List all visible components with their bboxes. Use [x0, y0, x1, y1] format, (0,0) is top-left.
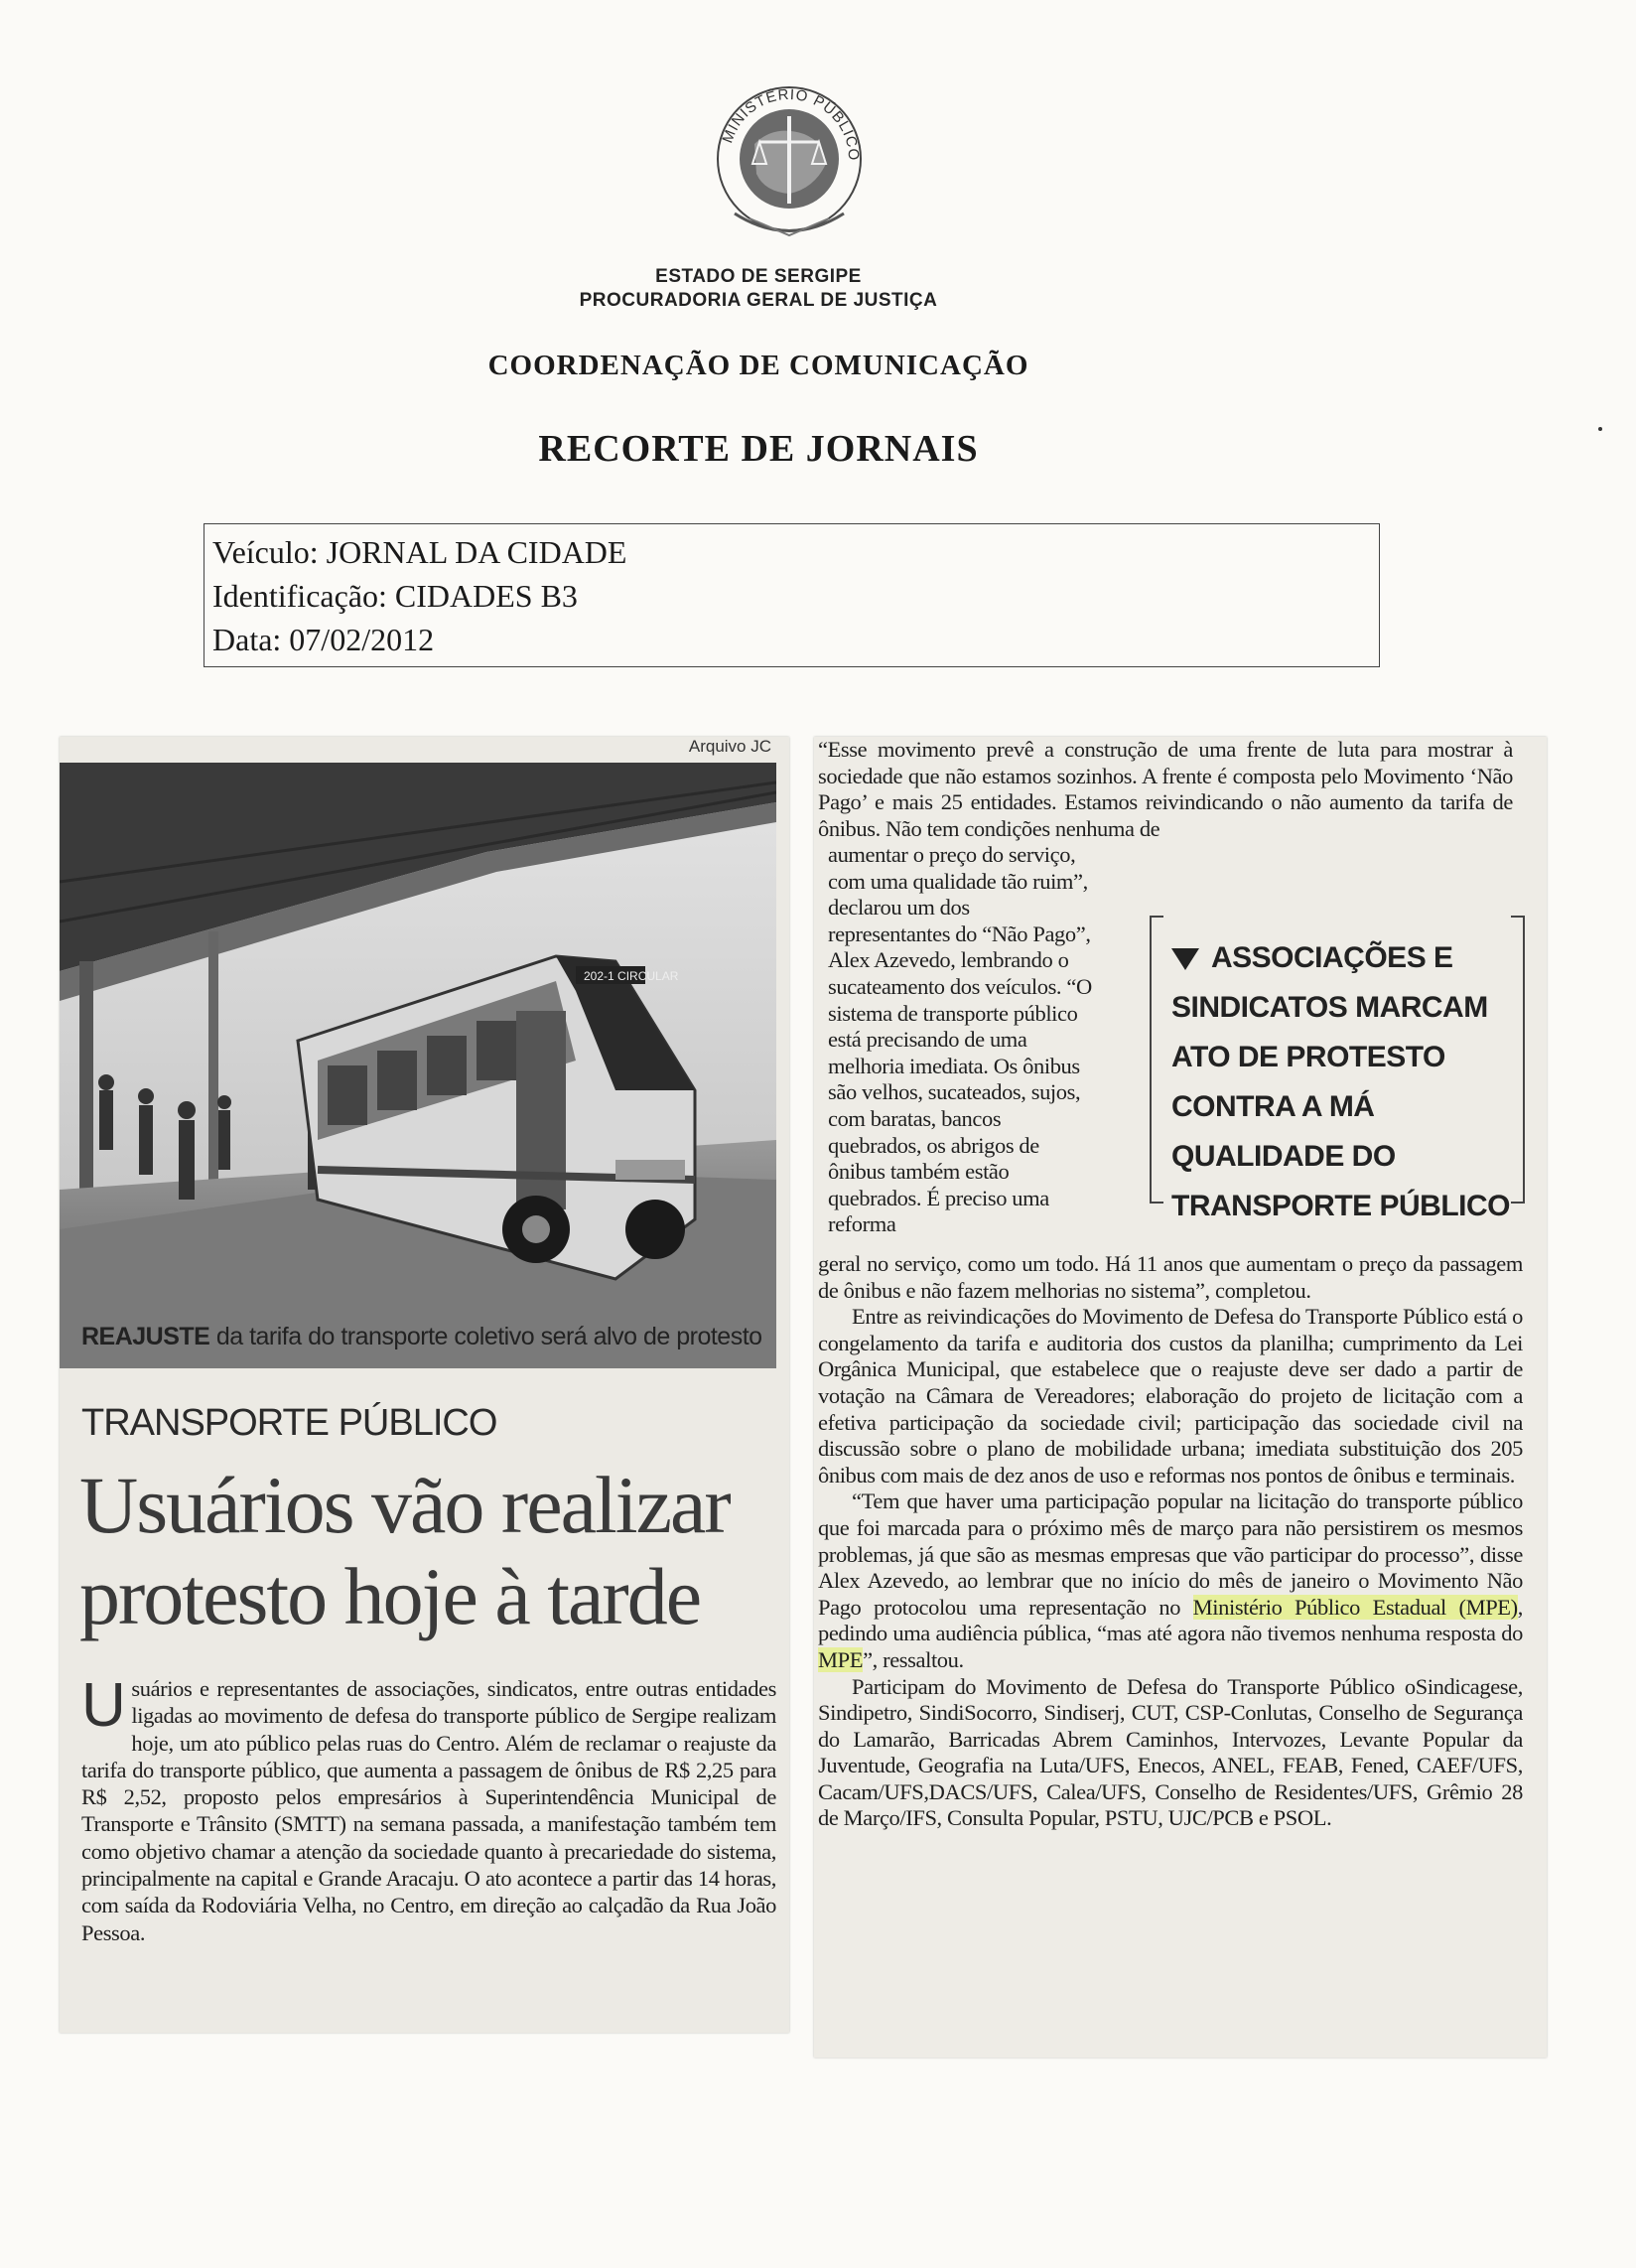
lead-paragraph [81, 1671, 776, 1946]
seal-text: MINISTÉRIO PÚBLICO [719, 85, 863, 162]
lead-text: suários e representantes de associações, sindicatos, entre outras entidades ligadas ao movimento de defesa do transporte público de Sergipe realizam hoje, um ato público pelas ruas do Centro. Além de reclamar o reajuste da tarifa do transporte público, que aumenta a passagem de ônibus de R$ 2,25 para R$ 2,52, proposto pelos empresários à Superintendência Municipal de Transporte e Trânsito (SMTT) na semana passada, a manifestação também tem como objetivo chamar a atenção da sociedade quanto à precariedade do sistema, principalmente na capital e Grande Aracaju. O ato acontece a partir das 14 horas, com saída da Rodoviária Velha, no Centro, em direção ao calçadão da Rua João Pessoa. [81, 1676, 776, 1945]
photo-credit: Arquivo JC [688, 737, 771, 756]
photo-caption [81, 1323, 762, 1351]
right-clipping [814, 737, 1547, 2057]
department-title: COORDENAÇÃO DE COMUNICAÇÃO [487, 350, 1029, 381]
paragraph-mpe [818, 1488, 1523, 1673]
headline: Usuários vão realizar protesto hoje à tarde [79, 1460, 730, 1641]
drop-cap: U [81, 1671, 126, 1740]
highlight-mpe-full: Ministério Público Estadual (MPE) [1192, 1594, 1518, 1620]
left-clipping [60, 737, 789, 2033]
triangle-down-icon [1171, 948, 1199, 970]
pull-quote-label: ASSOCIAÇÕES E SINDICATOS MARCAM ATO DE PROTESTO CONTRA A MÁ QUALIDADE DO TRANSPORTE PÚBLICO [1171, 941, 1511, 1222]
paragraph-participants: Participam do Movimento de Defesa do Transporte Público oSindicagese, Sindipetro, SindiSocorro, Sindiserj, CUT, CSP-Conlutas, Conselho de Segurança do Lamarão, Barricadas Abrem Caminhos, Intervozes, Levante Popular da Juventude, Geografia na Luta/UFS, Enecos, ANEL, FEAB, Fened, CAEF/UFS, Cacam/UFS,DACS/UFS, Calea/UFS, Conselho de Residentes/UFS, Grêmio 28 de Março/IFS, Consulta Popular, PSTU, UJC/PCB e PSOL. [818, 1673, 1523, 1831]
scan-speck [1598, 427, 1602, 431]
clipping-info-box [204, 523, 1380, 667]
paragraph-demands: Entre as reivindicações do Movimento de Defesa do Transporte Público está o congelamento da tarifa e auditoria dos custos da planilha; cumprimento da Lei Orgânica Municipal, que estabelece que o reajuste deve ser dado a partir de votação na Câmara de Vereadores; elaboração do projeto de licitação com a efetiva participação da sociedade civil; participação das sociedade civil na discussão sobre o plano de mobilidade urbana; imediata substituição dos 205 ônibus com mais de dez anos de uso e reformas nos pontos de ônibus e terminais. [818, 1304, 1523, 1488]
mpe-text-c: ”, ressaltou. [863, 1646, 964, 1672]
caption-lead: REAJUSTE [81, 1323, 210, 1350]
pull-quote-text [1171, 933, 1519, 1231]
highlight-mpe-short: MPE [818, 1646, 864, 1672]
quote-paragraph-narrow: aumentar o preço do serviço, com uma qualidade tão ruim”, declarou um dos representantes do “Não Pago”, Alex Azevedo, lembrando o sucateamento dos veículos. “O sistema de transporte público está precisando de uma melhoria imediata. Os ônibus são velhos, sucateados, sujos, com baratas, bancos quebrados, os abrigos de ônibus também estão quebrados. É preciso uma reforma [828, 842, 1092, 1237]
mpe-text-a: “Tem que haver uma participação popular na licitação do transporte público que foi marcada para o próximo mês de março para não persistirem os mesmos problemas, já que são as mesmas empresas que vão participar do processo”, disse Alex Azevedo, ao lembrar que no início do mês de janeiro o Movimento Não Pago protocolou uma representação no [818, 1488, 1523, 1620]
page-title: RECORTE DE JORNAIS [538, 428, 979, 470]
info-veiculo: Veículo: JORNAL DA CIDADE [212, 534, 627, 570]
mpe-text-b: , pedindo uma audiência pública, “mas até agora não tivemos nenhuma resposta do [818, 1594, 1523, 1646]
pull-quote-bracket-left [1150, 916, 1163, 1204]
pull-quote [1150, 916, 1525, 1222]
paragraph-completion: geral no serviço, como um todo. Há 11 anos que aumentam o preço da passagem de ônibus e não fazem melhorias no sistema”, completou. [818, 1251, 1523, 1303]
info-identificacao: Identificação: CIDADES B3 [212, 578, 578, 614]
quote-paragraph-top: “Esse movimento prevê a construção de uma frente de luta para mostrar à sociedade que não estamos sozinhos. A frente é composta pelo Movimento ‘Não Pago’ e mais 25 entidades. Estamos reivindicando o não aumento da tarifa de ônibus. Não tem condições nenhuma de [818, 737, 1513, 841]
procuradoria-name: PROCURADORIA GERAL DE JUSTIÇA [579, 290, 938, 311]
article-continuation [818, 1251, 1523, 1832]
ministerio-publico-seal [695, 65, 884, 258]
caption-text: da tarifa do transporte coletivo será alvo de protesto [209, 1323, 762, 1350]
state-name: ESTADO DE SERGIPE [655, 266, 862, 287]
section-kicker: TRANSPORTE PÚBLICO [81, 1402, 497, 1444]
bus-terminal-photo [60, 763, 776, 1368]
bus-destination-sign: 202-1 CIRCULAR [584, 969, 679, 983]
info-data: Data: 07/02/2012 [212, 622, 435, 657]
